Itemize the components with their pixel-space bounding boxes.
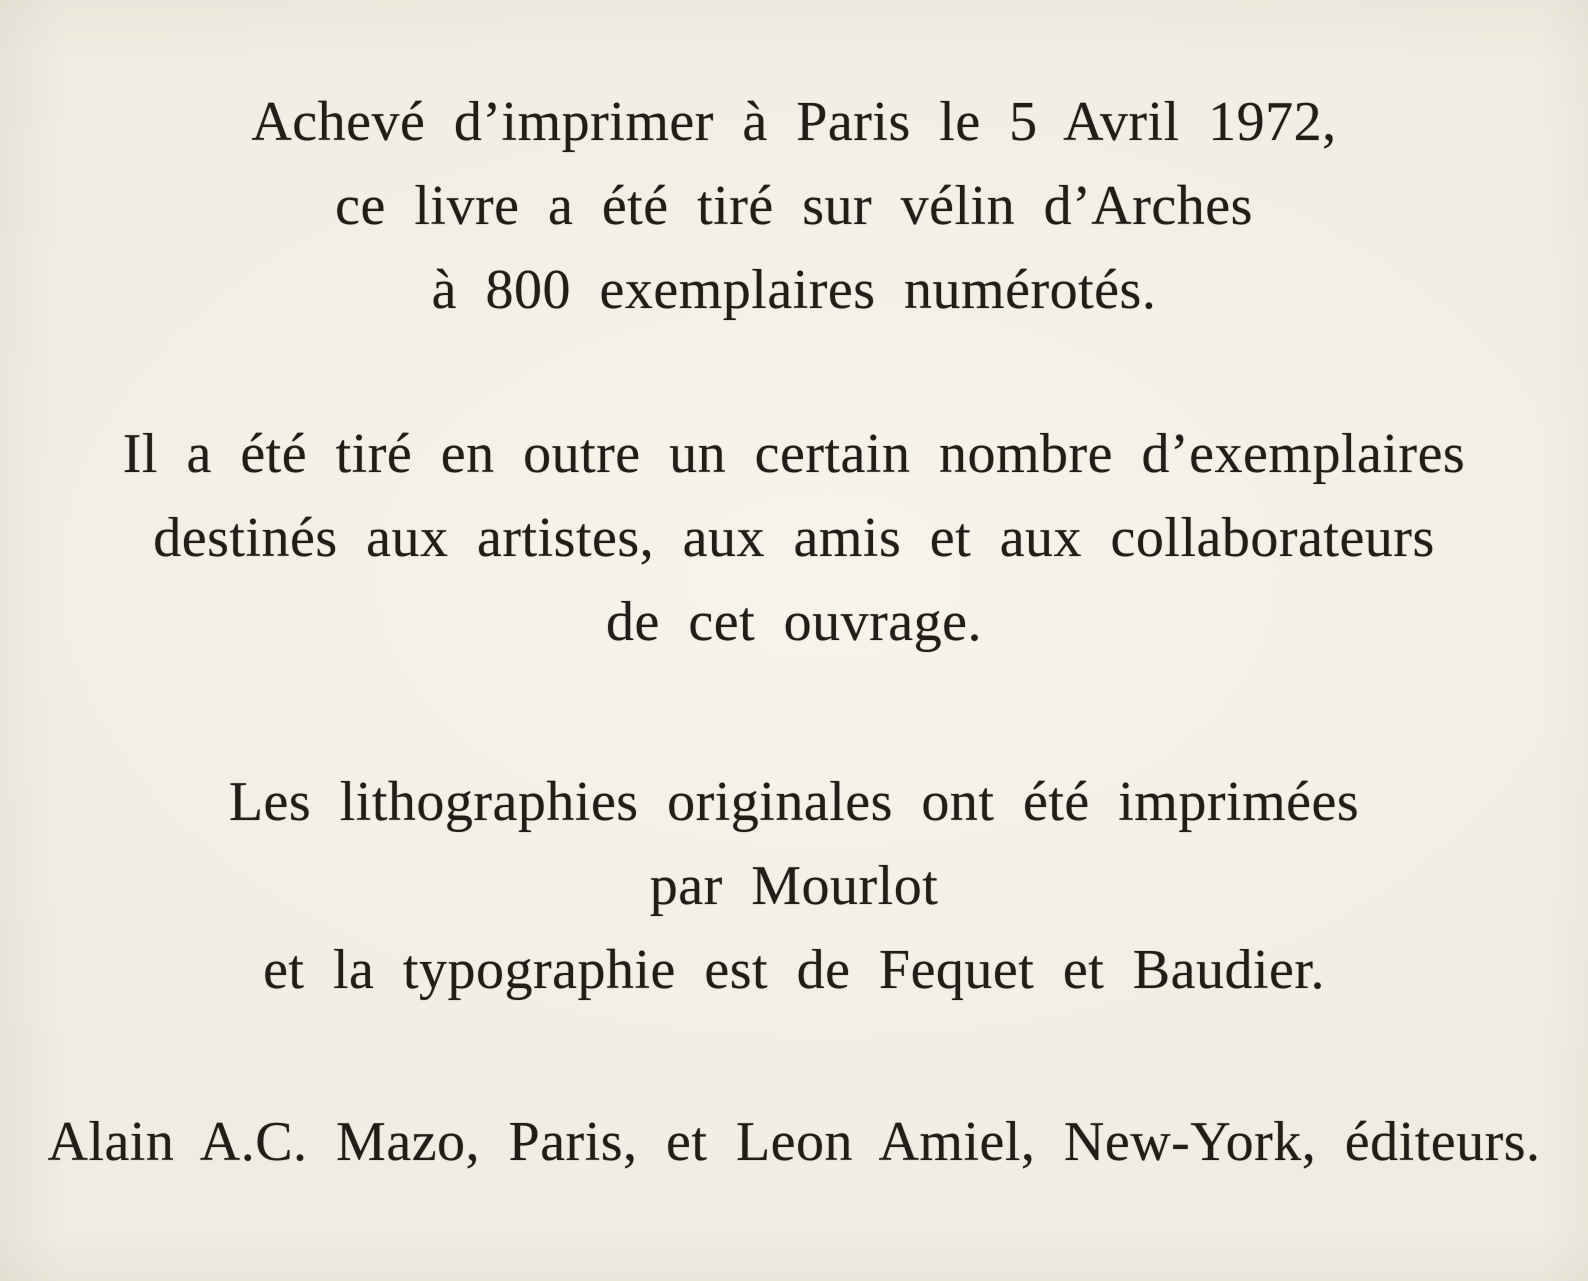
colophon-paragraph-lithographs: [0, 760, 1588, 1012]
colophon-line: Achevé d’imprimer à Paris le 5 Avril 1972,: [251, 91, 1337, 153]
colophon-paragraph-edition: [0, 412, 1588, 664]
colophon-line: ce livre a été tiré sur vélin d’Arches: [335, 175, 1253, 237]
colophon-line: par Mourlot: [649, 855, 939, 917]
colophon-line: et la typographie est de Fequet et Baudier.: [263, 939, 1325, 1001]
colophon-paragraph-publishers: [0, 1100, 1588, 1184]
colophon-text-block: [0, 80, 1588, 1184]
colophon-line: Alain A.C. Mazo, Paris, et Leon Amiel, New-York, éditeurs.: [47, 1111, 1541, 1173]
colophon-line: Les lithographies originales ont été imprimées: [228, 771, 1360, 833]
colophon-line: à 800 exemplaires numérotés.: [431, 259, 1157, 321]
colophon-line: destinés aux artistes, aux amis et aux collaborateurs: [153, 507, 1435, 569]
colophon-paragraph-printing: [0, 80, 1588, 332]
colophon-line: Il a été tiré en outre un certain nombre d’exemplaires: [122, 423, 1466, 485]
colophon-line: de cet ouvrage.: [606, 591, 982, 653]
